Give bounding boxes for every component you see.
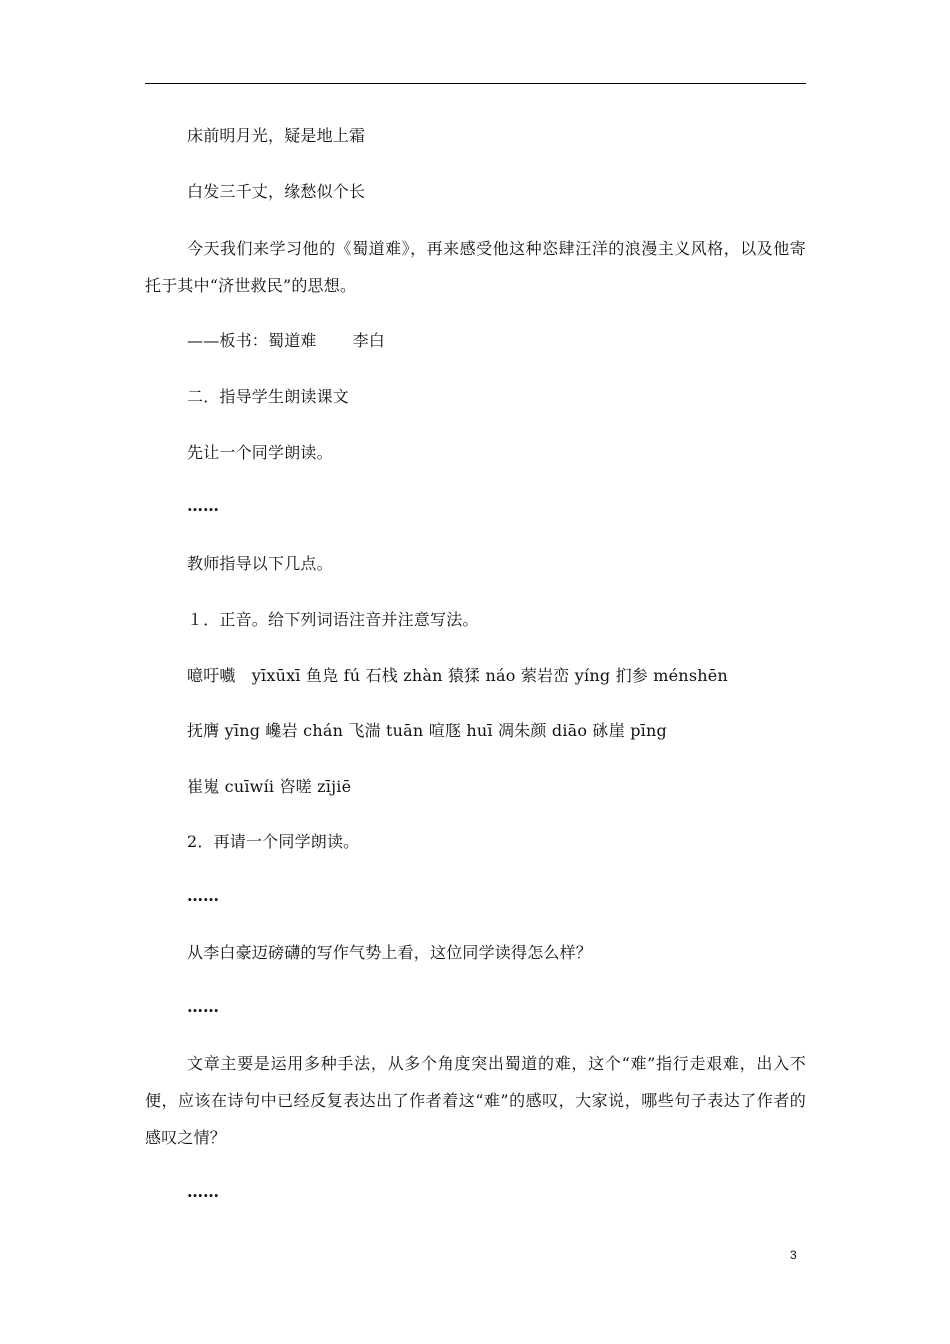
board-note <box>187 331 806 351</box>
board-note-title: ——板书：蜀道难 <box>187 331 317 350</box>
ellipsis-1: …… <box>187 496 219 515</box>
point-1-line: １．正音。给下列词语注音并注意写法。 <box>187 610 479 629</box>
poem-line-1: 床前明月光，疑是地上霜 <box>187 126 366 145</box>
ellipsis-3: …… <box>187 997 219 1016</box>
ellipsis-2: …… <box>187 886 219 905</box>
poem-line-2: 白发三千丈，缘愁似个长 <box>187 182 366 201</box>
header-rule <box>145 83 806 84</box>
intro-paragraph: 今天我们来学习他的《蜀道难》，再来感受他这种恣肆汪洋的浪漫主义风格，以及他寄托于其中“济世救民”的思想。 <box>145 239 806 295</box>
analysis-paragraph: 文章主要是运用多种手法，从多个角度突出蜀道的难，这个“难”指行走艰难，出入不便，应该在诗句中已经反复表达出了作者着这“难”的感叹，大家说，哪些句子表达了作者的感叹之情？ <box>145 1054 806 1147</box>
page-number: 3 <box>790 1248 797 1262</box>
first-reading-line: 先让一个同学朗读。 <box>187 443 333 462</box>
point-2-line: 2．再请一个同学朗读。 <box>187 832 360 851</box>
teacher-guidance-line: 教师指导以下几点。 <box>187 554 333 573</box>
pinyin-row-1: 噫吁嚱 yīxūxī 鱼凫 fú 石栈 zhàn 猿猱 náo 萦岩峦 yíng 扪参 ménshēn <box>187 666 728 685</box>
board-note-author: 李白 <box>352 331 386 350</box>
ellipsis-4: …… <box>187 1182 219 1201</box>
question-reading-line: 从李白豪迈磅礴的写作气势上看，这位同学读得怎么样？ <box>187 943 593 962</box>
pinyin-row-2: 抚膺 yīng 巉岩 chán 飞湍 tuān 喧豗 huī 凋朱颜 diāo 砯崖 pīng <box>187 721 667 740</box>
section-two-heading: 二．指导学生朗读课文 <box>187 387 350 406</box>
pinyin-row-3: 崔嵬 cuīwíi 咨嗟 zījiē <box>187 777 352 796</box>
